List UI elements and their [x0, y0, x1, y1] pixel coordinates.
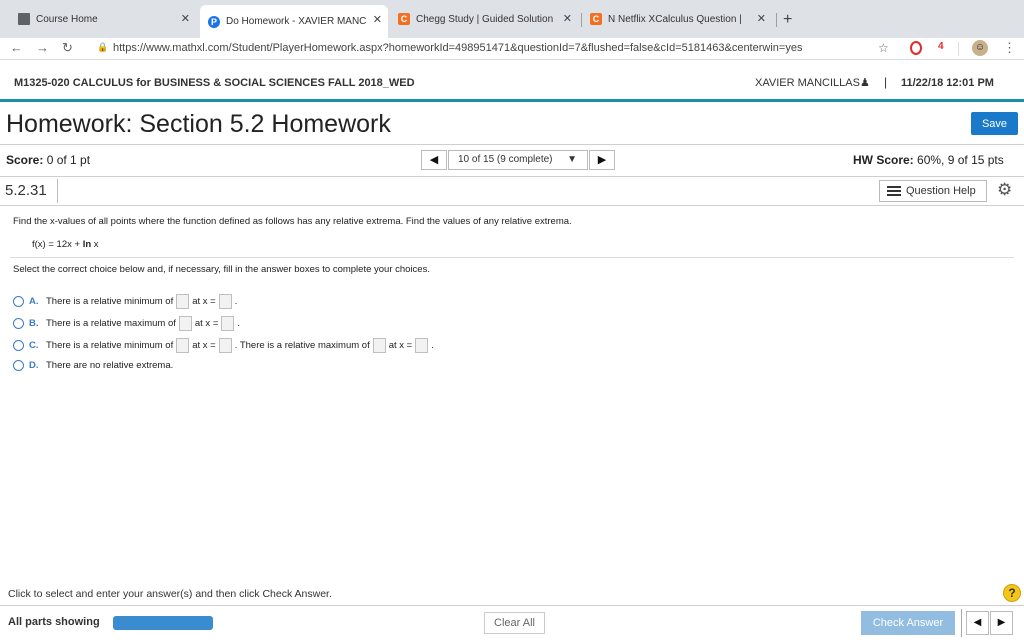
- function-ln: ln: [82, 239, 92, 250]
- choice-text: There are no relative extrema.: [46, 359, 174, 371]
- close-icon[interactable]: ✕: [756, 13, 766, 25]
- pearson-icon: P: [208, 16, 220, 28]
- save-button[interactable]: Save: [971, 112, 1018, 135]
- tab-netflix-calculus[interactable]: [590, 6, 772, 32]
- choice-text: .: [234, 295, 238, 307]
- clear-all-button[interactable]: Clear All: [484, 612, 545, 634]
- radio-button-b[interactable]: [13, 318, 24, 329]
- progress-fill: [113, 616, 213, 630]
- tab-label: Do Homework - XAVIER MANC: [226, 16, 366, 27]
- page-title: Homework: Section 5.2 Homework: [6, 110, 391, 138]
- choice-text: .: [431, 339, 434, 351]
- choice-text: . There is a relative maximum of: [234, 339, 370, 351]
- score-value: 0 of 1 pt: [46, 153, 91, 167]
- choice-text: There is a relative minimum of: [46, 339, 174, 351]
- footer-hint: Click to select and enter your answer(s) and then click Check Answer.: [8, 588, 332, 600]
- tab-course-home[interactable]: [18, 6, 196, 32]
- choice-text: There is a relative maximum of: [46, 317, 176, 329]
- parts-progress-bar: [113, 616, 213, 630]
- toolbar-separator: [958, 42, 959, 56]
- radio-button-d[interactable]: [13, 360, 24, 371]
- close-icon[interactable]: ✕: [180, 13, 190, 25]
- extension-badge[interactable]: 4: [938, 41, 944, 52]
- menu-dots-icon[interactable]: ⋮: [1003, 40, 1016, 55]
- next-question-button[interactable]: ▶: [990, 611, 1013, 635]
- choice-letter: B.: [29, 317, 39, 329]
- lock-icon[interactable]: 🔒: [97, 42, 109, 52]
- all-parts-label: All parts showing: [8, 616, 100, 628]
- answer-box-max-value[interactable]: [373, 338, 386, 353]
- caret-down-icon: ▼: [567, 154, 577, 165]
- tab-separator: [776, 13, 777, 27]
- previous-question-button[interactable]: ◀: [966, 611, 989, 635]
- choice-letter: A.: [29, 295, 39, 307]
- user-name[interactable]: XAVIER MANCILLAS: [755, 77, 860, 89]
- score: [6, 153, 90, 167]
- choice-d[interactable]: [13, 356, 173, 374]
- question-id: 5.2.31: [0, 179, 58, 203]
- footer-bar: [0, 605, 1024, 640]
- answer-box-max-value[interactable]: [179, 316, 192, 331]
- divider: [0, 176, 1024, 177]
- new-tab-icon[interactable]: +: [783, 11, 793, 28]
- function-lhs: f(x) = 12x +: [32, 239, 83, 250]
- header-datetime: 11/22/18 12:01 PM: [901, 77, 994, 89]
- radio-button-c[interactable]: [13, 340, 24, 351]
- question-help-label: Question Help: [906, 185, 976, 197]
- tab-do-homework[interactable]: [200, 5, 388, 38]
- browser-tab-bar: [0, 0, 1024, 38]
- tab-label: Chegg Study | Guided Solution: [416, 13, 554, 25]
- question-help-button[interactable]: [879, 180, 987, 202]
- close-icon[interactable]: ✕: [562, 13, 572, 25]
- choice-text: at x =: [192, 295, 216, 307]
- answer-box-min-value[interactable]: [176, 294, 189, 309]
- divider: [0, 205, 1024, 206]
- question-prompt: Find the x-values of all points where the function defined as follows has any relative extrema. Find the values of any relative extrema.: [13, 216, 572, 227]
- radio-button-a[interactable]: [13, 296, 24, 307]
- check-answer-button[interactable]: Check Answer: [861, 611, 955, 635]
- choice-text: at x =: [192, 339, 216, 351]
- chegg-icon: C: [398, 13, 410, 25]
- choice-text: at x =: [388, 339, 413, 351]
- reload-icon[interactable]: ↻: [62, 40, 73, 55]
- header-separator: |: [884, 75, 888, 89]
- tab-label: Course Home: [36, 13, 98, 25]
- choice-letter: C.: [29, 339, 39, 351]
- hw-score-value: 60%, 9 of 15 pts: [917, 153, 1004, 167]
- question-select[interactable]: [448, 150, 588, 170]
- chegg-icon: C: [590, 13, 602, 25]
- help-icon[interactable]: ?: [1003, 584, 1021, 602]
- choice-a[interactable]: [13, 292, 237, 310]
- answer-box-min-x[interactable]: [219, 294, 232, 309]
- next-question-button[interactable]: ▶: [589, 150, 615, 170]
- course-header: [0, 62, 1024, 102]
- function-definition: [32, 239, 99, 250]
- choice-c[interactable]: [13, 336, 434, 354]
- tab-chegg-study[interactable]: [398, 6, 578, 32]
- browser-toolbar: [0, 38, 1024, 60]
- answer-box-min-value[interactable]: [176, 338, 189, 353]
- answer-box-max-x[interactable]: [415, 338, 428, 353]
- star-icon[interactable]: ☆: [878, 41, 889, 55]
- footer-separator: [961, 609, 962, 637]
- forward-arrow-icon[interactable]: →: [36, 40, 49, 55]
- profile-avatar-icon[interactable]: ☺: [972, 40, 988, 56]
- previous-question-button[interactable]: ◀: [421, 150, 447, 170]
- divider: [0, 144, 1024, 145]
- choice-text: at x =: [194, 317, 219, 329]
- hw-score-label: HW Score:: [853, 153, 914, 167]
- user-icon[interactable]: ♟: [860, 77, 870, 89]
- choice-b[interactable]: [13, 314, 240, 332]
- instructions: Select the correct choice below and, if necessary, fill in the answer boxes to complete your choices.: [13, 264, 430, 275]
- divider: [10, 257, 1014, 258]
- tab-label: N Netflix XCalculus Question |: [608, 13, 742, 25]
- question-select-value: 10 of 15 (9 complete): [458, 154, 553, 165]
- answer-box-min-x[interactable]: [219, 338, 232, 353]
- document-icon: [18, 13, 30, 25]
- address-bar[interactable]: https://www.mathxl.com/Student/PlayerHomework.aspx?homeworkId=498951471&questionId=7&flushed=false&cId=5181463&centerwin=yes: [113, 42, 803, 54]
- gear-icon[interactable]: ⚙: [997, 180, 1013, 199]
- back-arrow-icon[interactable]: ←: [10, 40, 23, 55]
- course-title: M1325-020 CALCULUS for BUSINESS & SOCIAL SCIENCES FALL 2018_WED: [14, 77, 415, 89]
- choice-text: .: [237, 317, 241, 329]
- score-label: Score:: [6, 153, 44, 167]
- function-rhs: x: [91, 239, 99, 250]
- choice-letter: D.: [29, 359, 39, 371]
- choice-text: There is a relative minimum of: [46, 295, 174, 307]
- answer-box-max-x[interactable]: [221, 316, 234, 331]
- opera-extension-icon[interactable]: [910, 41, 922, 55]
- hw-score: [853, 153, 1004, 167]
- tab-separator: [581, 13, 582, 27]
- list-icon: [887, 186, 901, 196]
- close-icon[interactable]: ✕: [372, 14, 382, 26]
